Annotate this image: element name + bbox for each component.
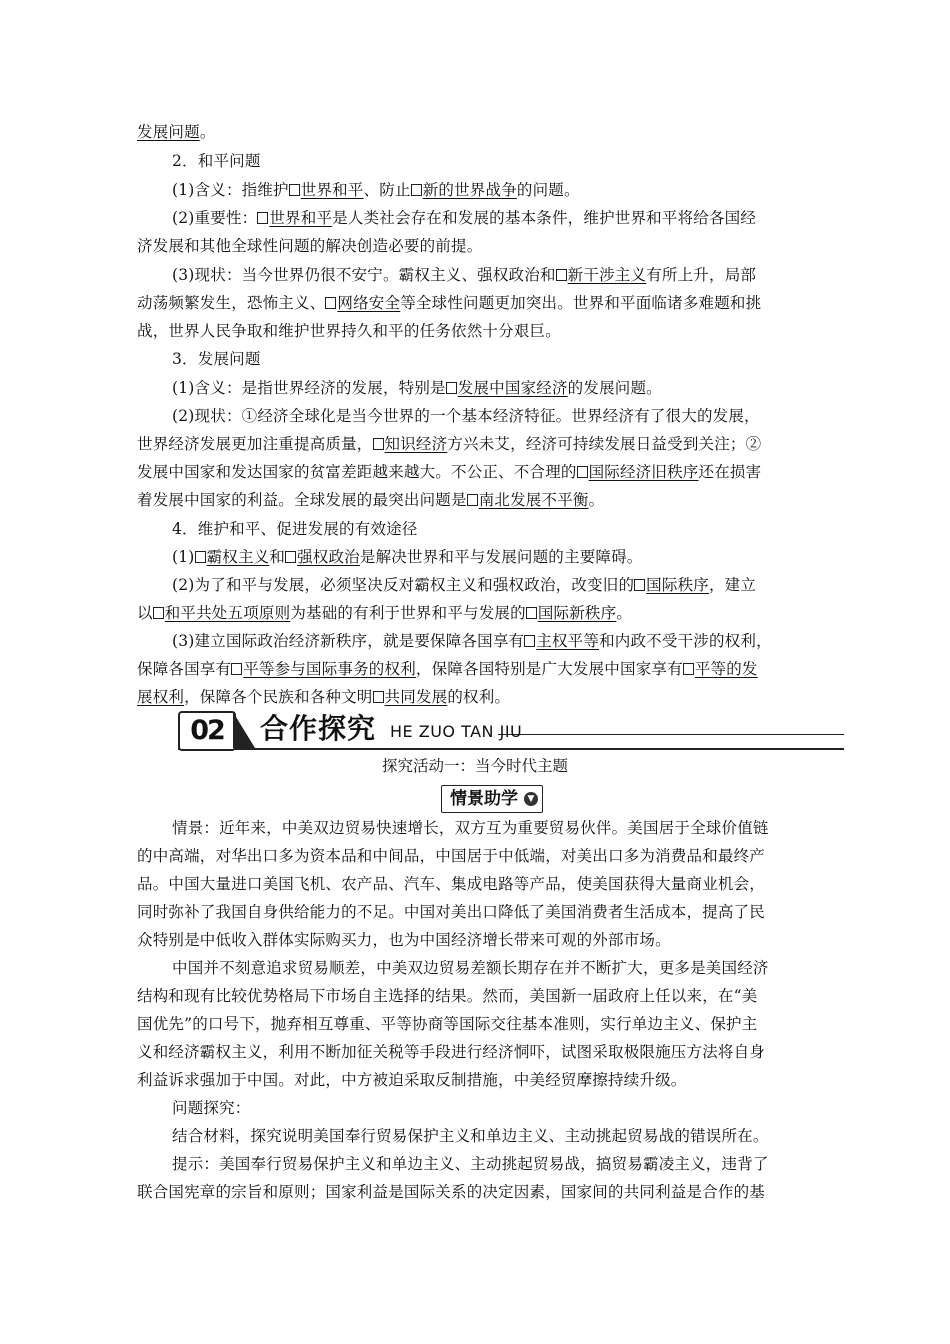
- answer-text: 新干涉主义: [556, 266, 647, 284]
- blank-box-icon: [285, 551, 296, 563]
- answer-text: 共同发展: [373, 688, 448, 706]
- blank-box-icon: [257, 212, 268, 224]
- blank-box-icon: [373, 691, 384, 703]
- section-number: 02: [178, 711, 236, 751]
- text-line: 的中高端，对华出口多为资本品和中间品，中国居于中低端，对美出口多为消费品和最终产: [137, 847, 766, 865]
- banner-rule: [498, 734, 844, 735]
- text-line: 众特别是中低收入群体实际购买力，也为中国经济增长带来可观的外部市场。: [137, 931, 671, 949]
- scene-label: 情景助学: [450, 789, 518, 809]
- down-arrow-icon: ▼: [524, 792, 538, 806]
- section-pinyin: HE ZUO TAN JIU: [390, 722, 523, 741]
- answer-text: 国际新秩序: [526, 604, 617, 622]
- text-line: 国优先”的口号下，抛弃相互尊重、平等协商等国际交往基本准则，实行单边主义、保护主: [137, 1015, 758, 1033]
- answer-text: 强权政治: [285, 548, 360, 566]
- answer-text: 网络安全: [325, 294, 400, 312]
- blank-box-icon: [231, 663, 242, 675]
- answer-text: 展权利: [137, 688, 185, 706]
- text-line: (3)现状：当今世界仍很不安宁。霸权主义、强权政治和 新干涉主义有所上升，局部: [172, 266, 757, 284]
- answer-text: 国际秩序: [634, 576, 709, 594]
- answer-text: 主权平等: [524, 632, 599, 650]
- answer-text: 世界和平: [257, 209, 332, 227]
- text-line: 联合国宪章的宗旨和原则；国家利益是国际关系的决定因素，国家间的共同利益是合作的基: [137, 1183, 766, 1201]
- text-line: (1)含义：是指世界经济的发展，特别是 发展中国家经济的发展问题。: [172, 379, 662, 397]
- text-line: (1) 霸权主义和 强权政治是解决世界和平与发展问题的主要障碍。: [172, 548, 643, 566]
- blank-box-icon: [195, 551, 206, 563]
- text-line: 提示：美国奉行贸易保护主义和单边主义、主动挑起贸易战，搞贸易霸凌主义，违背了: [172, 1155, 769, 1173]
- section-banner: [178, 708, 844, 752]
- section-title: 合作探究: [260, 712, 377, 745]
- blank-box-icon: [289, 184, 300, 196]
- text-line: (2)现状：①经济全球化是当今世界的一个基本经济特征。世界经济有了很大的发展，: [172, 407, 760, 425]
- answer-text: 南北发展不平衡: [467, 491, 589, 509]
- blank-box-icon: [325, 297, 336, 309]
- answer-text: 世界和平: [289, 181, 364, 199]
- blank-box-icon: [683, 663, 694, 675]
- answer-text: 平等参与国际事务的权利: [231, 660, 416, 678]
- answer-text: 平等的发: [683, 660, 758, 678]
- answer-text: 国际经济旧秩序: [577, 463, 699, 481]
- section-heading-ways: 4．维护和平、促进发展的有效途径: [172, 520, 418, 538]
- answer-text: 发展问题: [137, 123, 200, 141]
- blank-box-icon: [411, 184, 422, 196]
- answer-text: 知识经济: [373, 435, 448, 453]
- text-line: 世界经济发展更加注重提高质量， 知识经济方兴未艾，经济可持续发展日益受到关注；②: [137, 435, 762, 453]
- section-heading-development: 3．发展问题: [172, 350, 261, 368]
- text-line: 结构和现有比较优势格局下市场自主选择的结果。然而，美国新一届政府上任以来，在“美: [137, 987, 758, 1005]
- text-line: 动荡频繁发生，恐怖主义、 网络安全等全球性问题更加突出。世界和平面临诸多难题和挑: [137, 294, 762, 312]
- text-line: 利益诉求强加于中国。对此，中方被迫采取反制措施，中美经贸摩擦持续升级。: [137, 1071, 687, 1089]
- scene-label-box: [441, 785, 543, 813]
- text-line: 发展问题。: [137, 123, 216, 141]
- answer-text: 发展中国家经济: [446, 379, 568, 397]
- text-line: 同时弥补了我国自身供给能力的不足。中国对美出口降低了美国消费者生活成本，提高了民: [137, 903, 766, 921]
- answer-text: 新的世界战争: [411, 181, 517, 199]
- text-line: 中国并不刻意追求贸易顺差，中美双边贸易差额长期存在并不断扩大，更多是美国经济: [172, 959, 769, 977]
- activity-title: 探究活动一：当今时代主题: [381, 757, 568, 775]
- answer-text: 霸权主义: [195, 548, 270, 566]
- text-line: 发展中国家和发达国家的贫富差距越来越大。不公正、不合理的 国际经济旧秩序还在损害: [137, 463, 762, 481]
- blank-box-icon: [526, 607, 537, 619]
- text-line: (2)为了和平与发展，必须坚决反对霸权主义和强权政治，改变旧的 国际秩序，建立: [172, 576, 757, 594]
- text-line: (1)含义：指维护 世界和平、防止 新的世界战争的问题。: [172, 181, 580, 199]
- text-line: (2)重要性： 世界和平是人类社会存在和发展的基本条件，维护世界和平将给各国经: [172, 209, 757, 227]
- text-line: 保障各国享有 平等参与国际事务的权利，保障各国特别是广大发展中国家享有 平等的发: [137, 660, 758, 678]
- text-line: (3)建立国际政治经济新秩序，就是要保障各国享有 主权平等和内政不受干涉的权利，: [172, 632, 772, 650]
- text-line: 义和经济霸权主义，利用不断加征关税等手段进行经济恫吓，试图采取极限施压方法将自身: [137, 1043, 766, 1061]
- text-line: 问题探究：: [172, 1099, 251, 1117]
- text-line: 以 和平共处五项原则为基础的有利于世界和平与发展的 国际新秩序。: [137, 604, 633, 622]
- blank-box-icon: [153, 607, 164, 619]
- text-line: 济发展和其他全球性问题的解决创造必要的前提。: [137, 237, 483, 255]
- section-heading-peace: 2．和平问题: [172, 152, 261, 170]
- banner-rule: [178, 748, 844, 750]
- text-line: 品。中国大量进口美国飞机、农产品、汽车、集成电路等产品，使美国获得大量商业机会，: [137, 875, 766, 893]
- answer-text: 和平共处五项原则: [153, 604, 291, 622]
- banner-arrow-icon: [233, 712, 255, 748]
- blank-box-icon: [556, 269, 567, 281]
- text-line: 展权利，保障各个民族和各种文明 共同发展的权利。: [137, 688, 511, 706]
- blank-box-icon: [524, 635, 535, 647]
- blank-box-icon: [467, 494, 478, 506]
- text-line: 结合材料，探究说明美国奉行贸易保护主义和单边主义、主动挑起贸易战的错误所在。: [172, 1127, 769, 1145]
- blank-box-icon: [577, 466, 588, 478]
- blank-box-icon: [446, 382, 457, 394]
- blank-box-icon: [634, 579, 645, 591]
- blank-box-icon: [373, 438, 384, 450]
- text-line: 情景：近年来，中美双边贸易快速增长，双方互为重要贸易伙伴。美国居于全球价值链: [172, 819, 769, 837]
- text-line: 着发展中国家的利益。全球发展的最突出问题是 南北发展不平衡。: [137, 491, 605, 509]
- text-line: 战，世界人民争取和维护世界持久和平的任务依然十分艰巨。: [137, 322, 561, 340]
